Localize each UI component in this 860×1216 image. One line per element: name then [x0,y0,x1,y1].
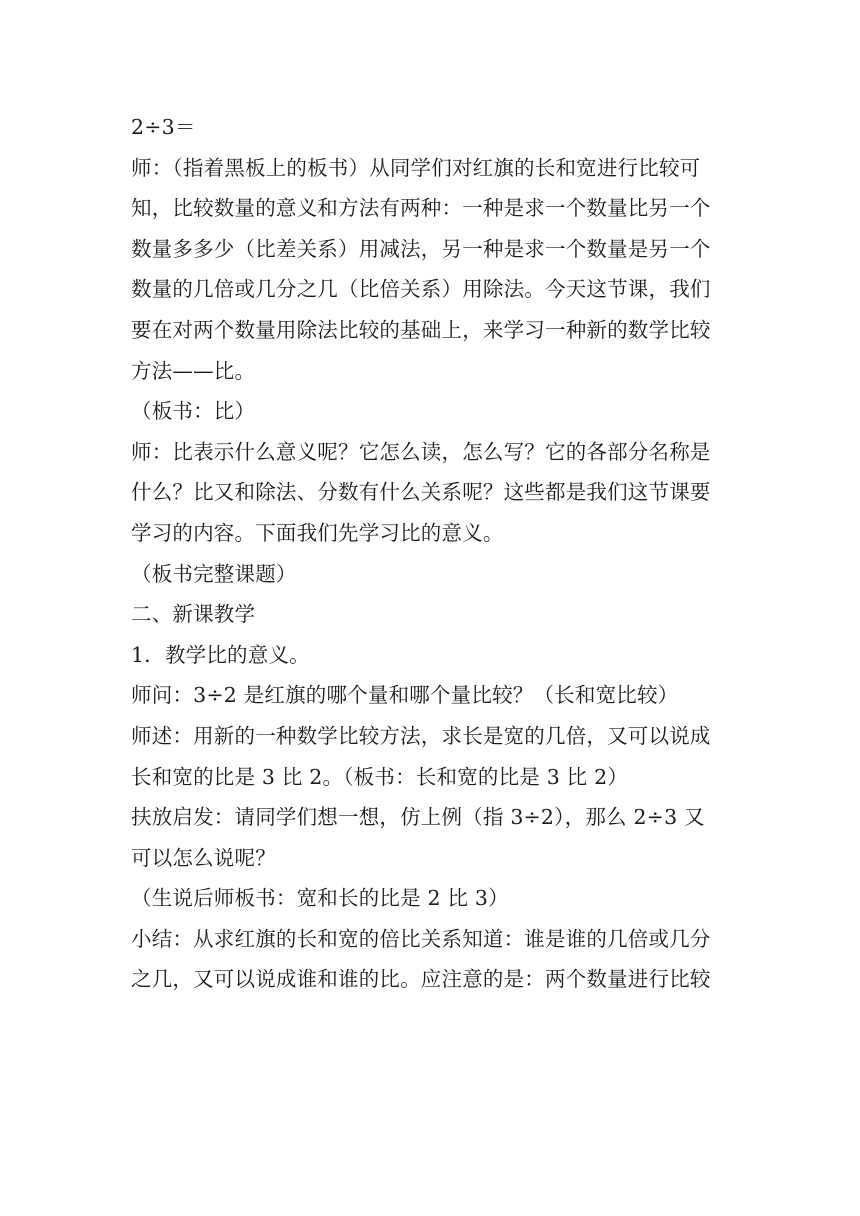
text-line: （板书完整课题） [131,561,297,586]
text-line: 数量多多少（比差关系）用减法，另一种是求一个数量是另一个 [131,236,711,261]
text-line: 可以怎么说呢？ [131,845,276,870]
text-line: 长和宽的比是 3 比 2。（板书：长和宽的比是 3 比 2） [131,764,629,789]
text-line: 小结：从求红旗的长和宽的倍比关系知道：谁是谁的几倍或几分 [131,926,711,951]
text-line: 数量的几倍或几分之几（比倍关系）用除法。今天这节课，我们 [131,277,711,302]
document-body [131,107,731,1000]
text-line: 扶放启发：请同学们想一想，仿上例（指 3÷2），那么 2÷3 又 [131,805,705,830]
text-line: 学习的内容。下面我们先学习比的意义。 [131,520,504,545]
text-line: 什么？比又和除法、分数有什么关系呢？这些都是我们这节课要 [131,480,711,505]
text-line: 知，比较数量的意义和方法有两种：一种是求一个数量比另一个 [131,196,711,221]
text-line: 师问：3÷2 是红旗的哪个量和哪个量比较？（长和宽比较） [131,683,679,708]
section-heading: 二、新课教学 [131,602,256,627]
text-line: 方法——比。 [131,358,256,383]
text-line: （板书：比） [131,399,256,424]
text-line: 要在对两个数量用除法比较的基础上，来学习一种新的数学比较 [131,317,711,342]
text-line: （生说后师板书：宽和长的比是 2 比 3） [131,886,509,911]
text-line: 师：比表示什么意义呢？它怎么读，怎么写？它的各部分名称是 [131,439,711,464]
text-line: 2÷3＝ [131,115,196,139]
text-line: 师：（指着黑板上的板书）从同学们对红旗的长和宽进行比较可 [131,155,701,180]
subsection-heading: 1．教学比的意义。 [131,642,310,667]
text-line: 之几，又可以说成谁和谁的比。应注意的是：两个数量进行比较 [131,967,711,992]
text-line: 师述：用新的一种数学比较方法，求长是宽的几倍，又可以说成 [131,723,711,748]
